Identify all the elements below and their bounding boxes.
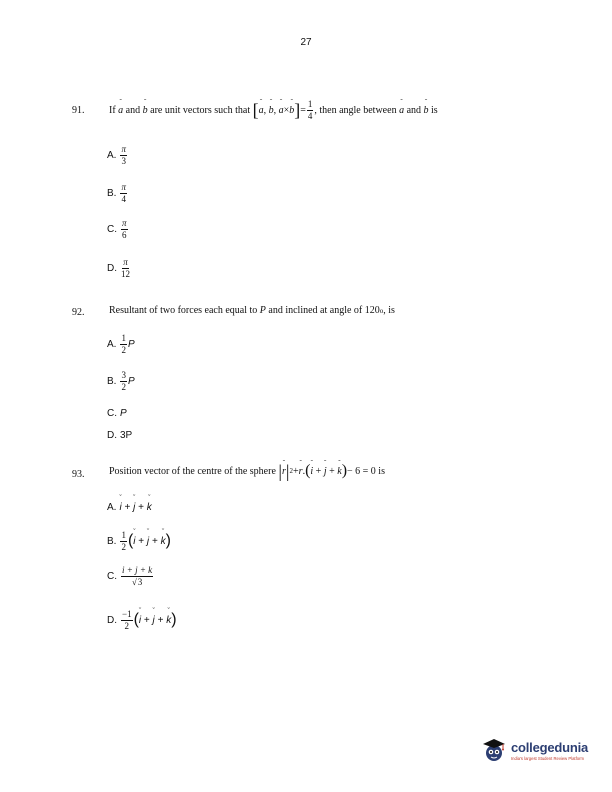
option-label: C. [107, 408, 117, 419]
unit-vector-i: ˇ i [119, 502, 121, 513]
rhs-denominator: 4 [307, 111, 313, 121]
option-fraction [121, 219, 128, 240]
unit-vector-j: ˇ j [133, 502, 135, 513]
option-text: 3P [120, 430, 133, 441]
fraction-numerator: π [121, 144, 126, 154]
option-fraction [120, 531, 127, 552]
option-label: A. [107, 339, 117, 350]
unit-vector-k: ˇ k [337, 466, 341, 477]
question-92-number: 92. [72, 307, 85, 318]
fraction-denominator: 2 [121, 345, 126, 355]
q92-option-a[interactable] [107, 334, 135, 355]
equals-sign: = [300, 105, 306, 116]
unit-vector-i: ˇ i [139, 615, 141, 626]
option-label: B. [107, 188, 117, 199]
plus-sign: + [151, 536, 158, 547]
unit-vector-k: ˇ k [161, 536, 166, 547]
collegedunia-logo[interactable] [480, 733, 600, 767]
box-bracket-open: [ [252, 100, 259, 121]
q91-option-b[interactable] [107, 183, 128, 204]
abs-bar: | [278, 461, 282, 481]
vector-b: ˇ b [143, 105, 148, 116]
q92-option-b[interactable] [107, 371, 135, 392]
fraction-denominator: 2 [121, 542, 126, 552]
paren-open: ( [127, 532, 134, 550]
question-91-stem [109, 100, 438, 121]
option-fraction [121, 566, 153, 587]
plus-sign: + [315, 465, 322, 477]
q93-option-c[interactable] [107, 566, 154, 587]
option-fraction [121, 610, 133, 631]
dot-product: . [302, 465, 306, 477]
q91-text-and: and [406, 105, 422, 116]
plus-sign: + [293, 465, 299, 477]
graduation-cap-mascot-icon [480, 736, 508, 764]
option-fraction [120, 334, 127, 355]
vector-a: ˇ a [118, 105, 123, 116]
q92-text-is: , is [383, 305, 395, 316]
rhs-fraction [307, 100, 314, 121]
question-92-stem [109, 305, 395, 316]
vector-r: ˇ r [282, 466, 286, 477]
fraction-numerator: i + j + k [122, 565, 153, 575]
paren-close: ) [341, 461, 348, 479]
vector-a: ˇ a [279, 105, 284, 116]
plus-sign: + [143, 615, 150, 626]
comma: , [273, 105, 277, 116]
q92-option-d[interactable] [107, 430, 132, 441]
option-text: P [120, 408, 127, 419]
q93-option-b[interactable] [107, 531, 171, 552]
q93-option-a[interactable] [107, 502, 152, 513]
fraction-numerator: −1 [122, 609, 132, 619]
q91-text-and: and [125, 105, 141, 116]
fraction-denominator: 12 [121, 269, 130, 279]
q91-text-if: If [109, 105, 116, 116]
rhs-numerator: 1 [307, 99, 313, 109]
fraction-denominator: 3 [121, 156, 126, 166]
q92-option-c[interactable] [107, 408, 127, 419]
logo-tagline: India's largest Student Review Platform [511, 755, 584, 761]
logo-text [511, 740, 588, 761]
abs-bar: | [285, 461, 290, 481]
plus-sign: + [138, 536, 145, 547]
vector-r: ˇ r [299, 466, 303, 477]
vector-a: ˇ a [399, 105, 404, 116]
question-93-stem [109, 463, 385, 479]
q93-option-d[interactable] [107, 610, 177, 631]
option-label: A. [107, 502, 117, 513]
fraction-numerator: π [123, 257, 128, 267]
option-label: B. [107, 536, 117, 547]
force-p: P [127, 339, 135, 350]
question-93-number: 93. [72, 469, 85, 480]
fraction-numerator: π [121, 182, 126, 192]
force-p: P [127, 376, 135, 387]
option-label: C. [107, 224, 117, 235]
q92-text: Resultant of two forces each equal to [109, 305, 258, 316]
fraction-numerator: 3 [121, 370, 126, 380]
q91-text-unit: are unit vectors such that [150, 105, 251, 116]
q91-option-c[interactable] [107, 219, 129, 240]
vector-b: ˇ b [269, 105, 274, 116]
box-bracket-close: ] [294, 100, 301, 121]
unit-vector-j: ˇ j [147, 536, 149, 547]
logo-name: collegedunia [511, 739, 589, 755]
unit-vector-i: ˇ i [310, 466, 313, 477]
degree-symbol: o [379, 306, 384, 315]
vector-b: ˇ b [289, 105, 294, 116]
fraction-numerator: π [122, 218, 127, 228]
option-label: D. [107, 615, 117, 626]
plus-sign: + [124, 502, 131, 513]
question-91-number: 91. [72, 105, 85, 116]
q91-text-then: , then angle between [314, 105, 397, 116]
option-fraction [120, 145, 127, 166]
option-label: A. [107, 150, 117, 161]
vector-b: ˇ b [424, 105, 429, 116]
fraction-denominator: √3 [131, 577, 143, 587]
cross-symbol: × [283, 105, 290, 116]
q93-text-tail: − 6 = 0 is [347, 465, 385, 477]
q91-option-d[interactable] [107, 258, 131, 279]
unit-vector-k: ˇ k [166, 615, 171, 626]
q93-text: Position vector of the centre of the sphere [109, 465, 276, 477]
unit-vector-j: ˇ j [324, 466, 327, 477]
force-p: P [259, 305, 266, 316]
unit-vector-j: ˇ j [153, 615, 155, 626]
unit-vector-i: ˇ i [133, 536, 135, 547]
fraction-denominator: 6 [122, 230, 127, 240]
option-fraction [120, 371, 127, 392]
option-label: B. [107, 376, 117, 387]
option-fraction [121, 258, 130, 279]
plus-sign: + [138, 502, 144, 513]
q91-option-a[interactable] [107, 145, 128, 166]
option-label: D. [107, 263, 117, 274]
option-fraction [120, 183, 127, 204]
option-label: D. [107, 430, 117, 441]
page-number: 27 [300, 37, 312, 48]
fraction-denominator: 2 [121, 382, 126, 392]
plus-sign: + [329, 465, 335, 477]
paren-close: ) [165, 532, 171, 550]
square-exponent: 2 [289, 467, 294, 476]
option-label: C. [107, 571, 117, 582]
q91-text-is: is [431, 105, 438, 116]
sqrt-radicand: 3 [137, 577, 143, 587]
fraction-denominator: 4 [121, 194, 126, 204]
paren-open: ( [133, 611, 139, 629]
vector-a: ˇ a [259, 105, 264, 116]
fraction-denominator: 2 [124, 621, 130, 631]
plus-sign: + [157, 615, 164, 626]
paren-close: ) [171, 611, 177, 629]
paren-open: ( [305, 461, 311, 479]
comma: , [263, 105, 267, 116]
q92-text-angle: and inclined at angle of 120 [268, 305, 380, 316]
fraction-numerator: 1 [121, 530, 126, 540]
fraction-numerator: 1 [121, 333, 126, 343]
unit-vector-k: ˇ k [147, 502, 152, 513]
